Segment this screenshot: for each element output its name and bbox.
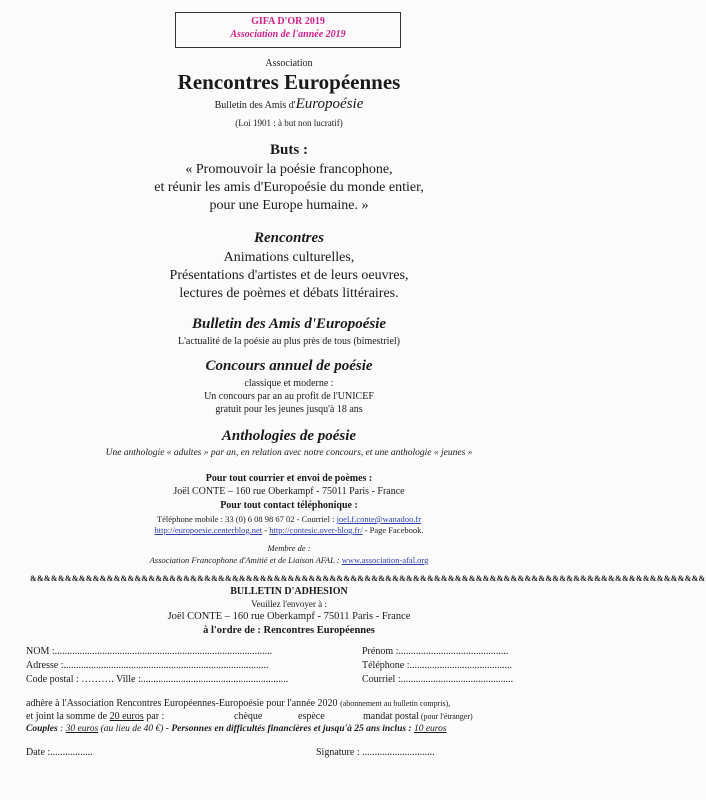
award-box (175, 12, 401, 48)
concours-line: Un concours par an au profit de l'UNICEF (204, 391, 374, 402)
telephone-field[interactable]: Téléphone :......................................... (362, 660, 512, 671)
phone-heading: Pour tout contact téléphonique : (220, 500, 358, 511)
mail-address: Joël CONTE – 160 rue Oberkampf - 75011 Paris - France (173, 486, 405, 497)
membership-line (26, 698, 566, 709)
nom-field[interactable]: NOM :....................................................................................... (26, 646, 273, 657)
payment-intro (26, 711, 164, 722)
buts-line: pour une Europe humaine. » (209, 198, 369, 213)
blog-link-centerblog[interactable]: http://europoesie.centerblog.net (154, 525, 263, 535)
payment-par: par : (143, 711, 165, 722)
ampersand-divider: &&&&&&&&&&&&&&&&&&&&&&&&&&&&&&&&&&&&&&&&&&&&&&&&&&&&&&&&&&&&&&&&&&&&&&&&&&&&&&&&&&&&&&&&&&&&&&&&& (30, 574, 706, 583)
concours-line: gratuit pour les jeunes jusqu'à 18 ans (215, 404, 363, 415)
membership-text: adhère à l'Association Rencontres Européennes-Europoésie pour l'année 2020 (26, 698, 341, 709)
rencontres-line: Animations culturelles, (223, 250, 355, 265)
member-label: Membre de : (267, 543, 311, 553)
subtitle (0, 96, 578, 113)
form-row-address (26, 660, 556, 673)
adhesion-order: à l'ordre de : Rencontres Européennes (203, 625, 375, 636)
subtitle-brand: Europoésie (295, 96, 364, 112)
adresse-field[interactable]: Adresse :.................................................................................. (26, 660, 269, 671)
couples-colon: : (57, 724, 66, 734)
concours-heading: Concours annuel de poésie (205, 358, 373, 374)
payment-amount: 20 euros (109, 711, 144, 722)
buts-heading: Buts : (270, 142, 308, 158)
reduced-rates-line (26, 724, 566, 734)
blog-separator: - (262, 525, 270, 535)
concours-line: classique et moderne : (244, 378, 334, 389)
page-title: Rencontres Européennes (177, 70, 401, 94)
member-line (0, 555, 578, 565)
anthologies-line: Une anthologie « adultes » par an, en relation avec notre concours, et une anthologie « jeunes » (105, 448, 473, 458)
payment-line (26, 711, 566, 724)
rencontres-line: Présentations d'artistes et de leurs oeuvres, (169, 268, 409, 283)
phone-line (0, 514, 578, 524)
adhesion-send-to: Veuillez l'envoyer à : (251, 599, 327, 609)
adhesion-address: Joël CONTE – 160 rue Oberkampf - 75011 Paris - France (167, 611, 411, 622)
facebook-text: - Page Facebook. (362, 525, 424, 535)
rencontres-line: lectures de poèmes et débats littéraires. (179, 286, 399, 301)
award-title: GIFA D'OR 2019 (251, 16, 325, 27)
mail-heading: Pour tout courrier et envoi de poèmes : (205, 473, 373, 484)
blog-link-overblog[interactable]: http://contesic.over-blog.fr/ (269, 525, 363, 535)
couples-label: Couples (26, 724, 58, 734)
member-text: Association Francophone d'Amitié et de Liaison AFAL : (149, 555, 342, 565)
reduced-amount: 10 euros (413, 724, 447, 734)
law-note: (Loi 1901 : à but non lucratif) (235, 118, 343, 128)
phone-text: Téléphone mobile : 33 (0) 6 08 98 67 02 - Courriel : (156, 514, 337, 524)
couples-amount: 30 euros (65, 724, 99, 734)
award-subtitle: Association de l'année 2019 (230, 29, 346, 40)
code-postal-ville-field[interactable]: Code postal : ………. Ville :........................................................... (26, 674, 289, 685)
mandat-note: (pour l'étranger) (418, 712, 473, 721)
mandat-label: mandat postal (363, 711, 419, 722)
courriel-field[interactable]: Courriel :............................................. (362, 674, 514, 685)
anthologies-heading: Anthologies de poésie (221, 428, 357, 444)
couples-note: (au lieu de 40 €) (98, 724, 164, 734)
payment-prefix: et joint la somme de (26, 711, 110, 722)
subtitle-prefix: Bulletin des Amis d' (214, 100, 296, 111)
date-field[interactable]: Date :................. (26, 747, 93, 758)
form-row-city (26, 674, 556, 687)
bulletin-line: L'actualité de la poésie au plus près de tous (bimestriel) (177, 336, 400, 347)
bulletin-heading: Bulletin des Amis d'Europoésie (191, 316, 387, 332)
mandat-option[interactable] (363, 711, 473, 722)
buts-line: et réunir les amis d'Europoésie du monde entier, (154, 180, 424, 195)
cheque-option[interactable]: chèque (234, 711, 263, 722)
prenom-field[interactable]: Prénom :............................................ (362, 646, 509, 657)
membership-note: (abonnement au bulletin compris), (340, 699, 451, 708)
form-row-name (26, 646, 556, 659)
blog-line (0, 525, 578, 535)
association-label: Association (265, 58, 313, 69)
espece-option[interactable]: espèce (298, 711, 325, 722)
signature-field[interactable]: Signature : ............................. (316, 747, 435, 758)
buts-line: « Promouvoir la poésie francophone, (185, 162, 393, 177)
reduced-text: - Personnes en difficultés financières et jusqu'à 25 ans inclus : (163, 724, 414, 734)
email-link[interactable]: joel.f.conte@wanadoo.fr (336, 514, 422, 524)
rencontres-heading: Rencontres (253, 230, 324, 246)
adhesion-heading: BULLETIN D'ADHESION (230, 586, 348, 597)
afal-link[interactable]: www.association-afal.org (341, 555, 429, 565)
